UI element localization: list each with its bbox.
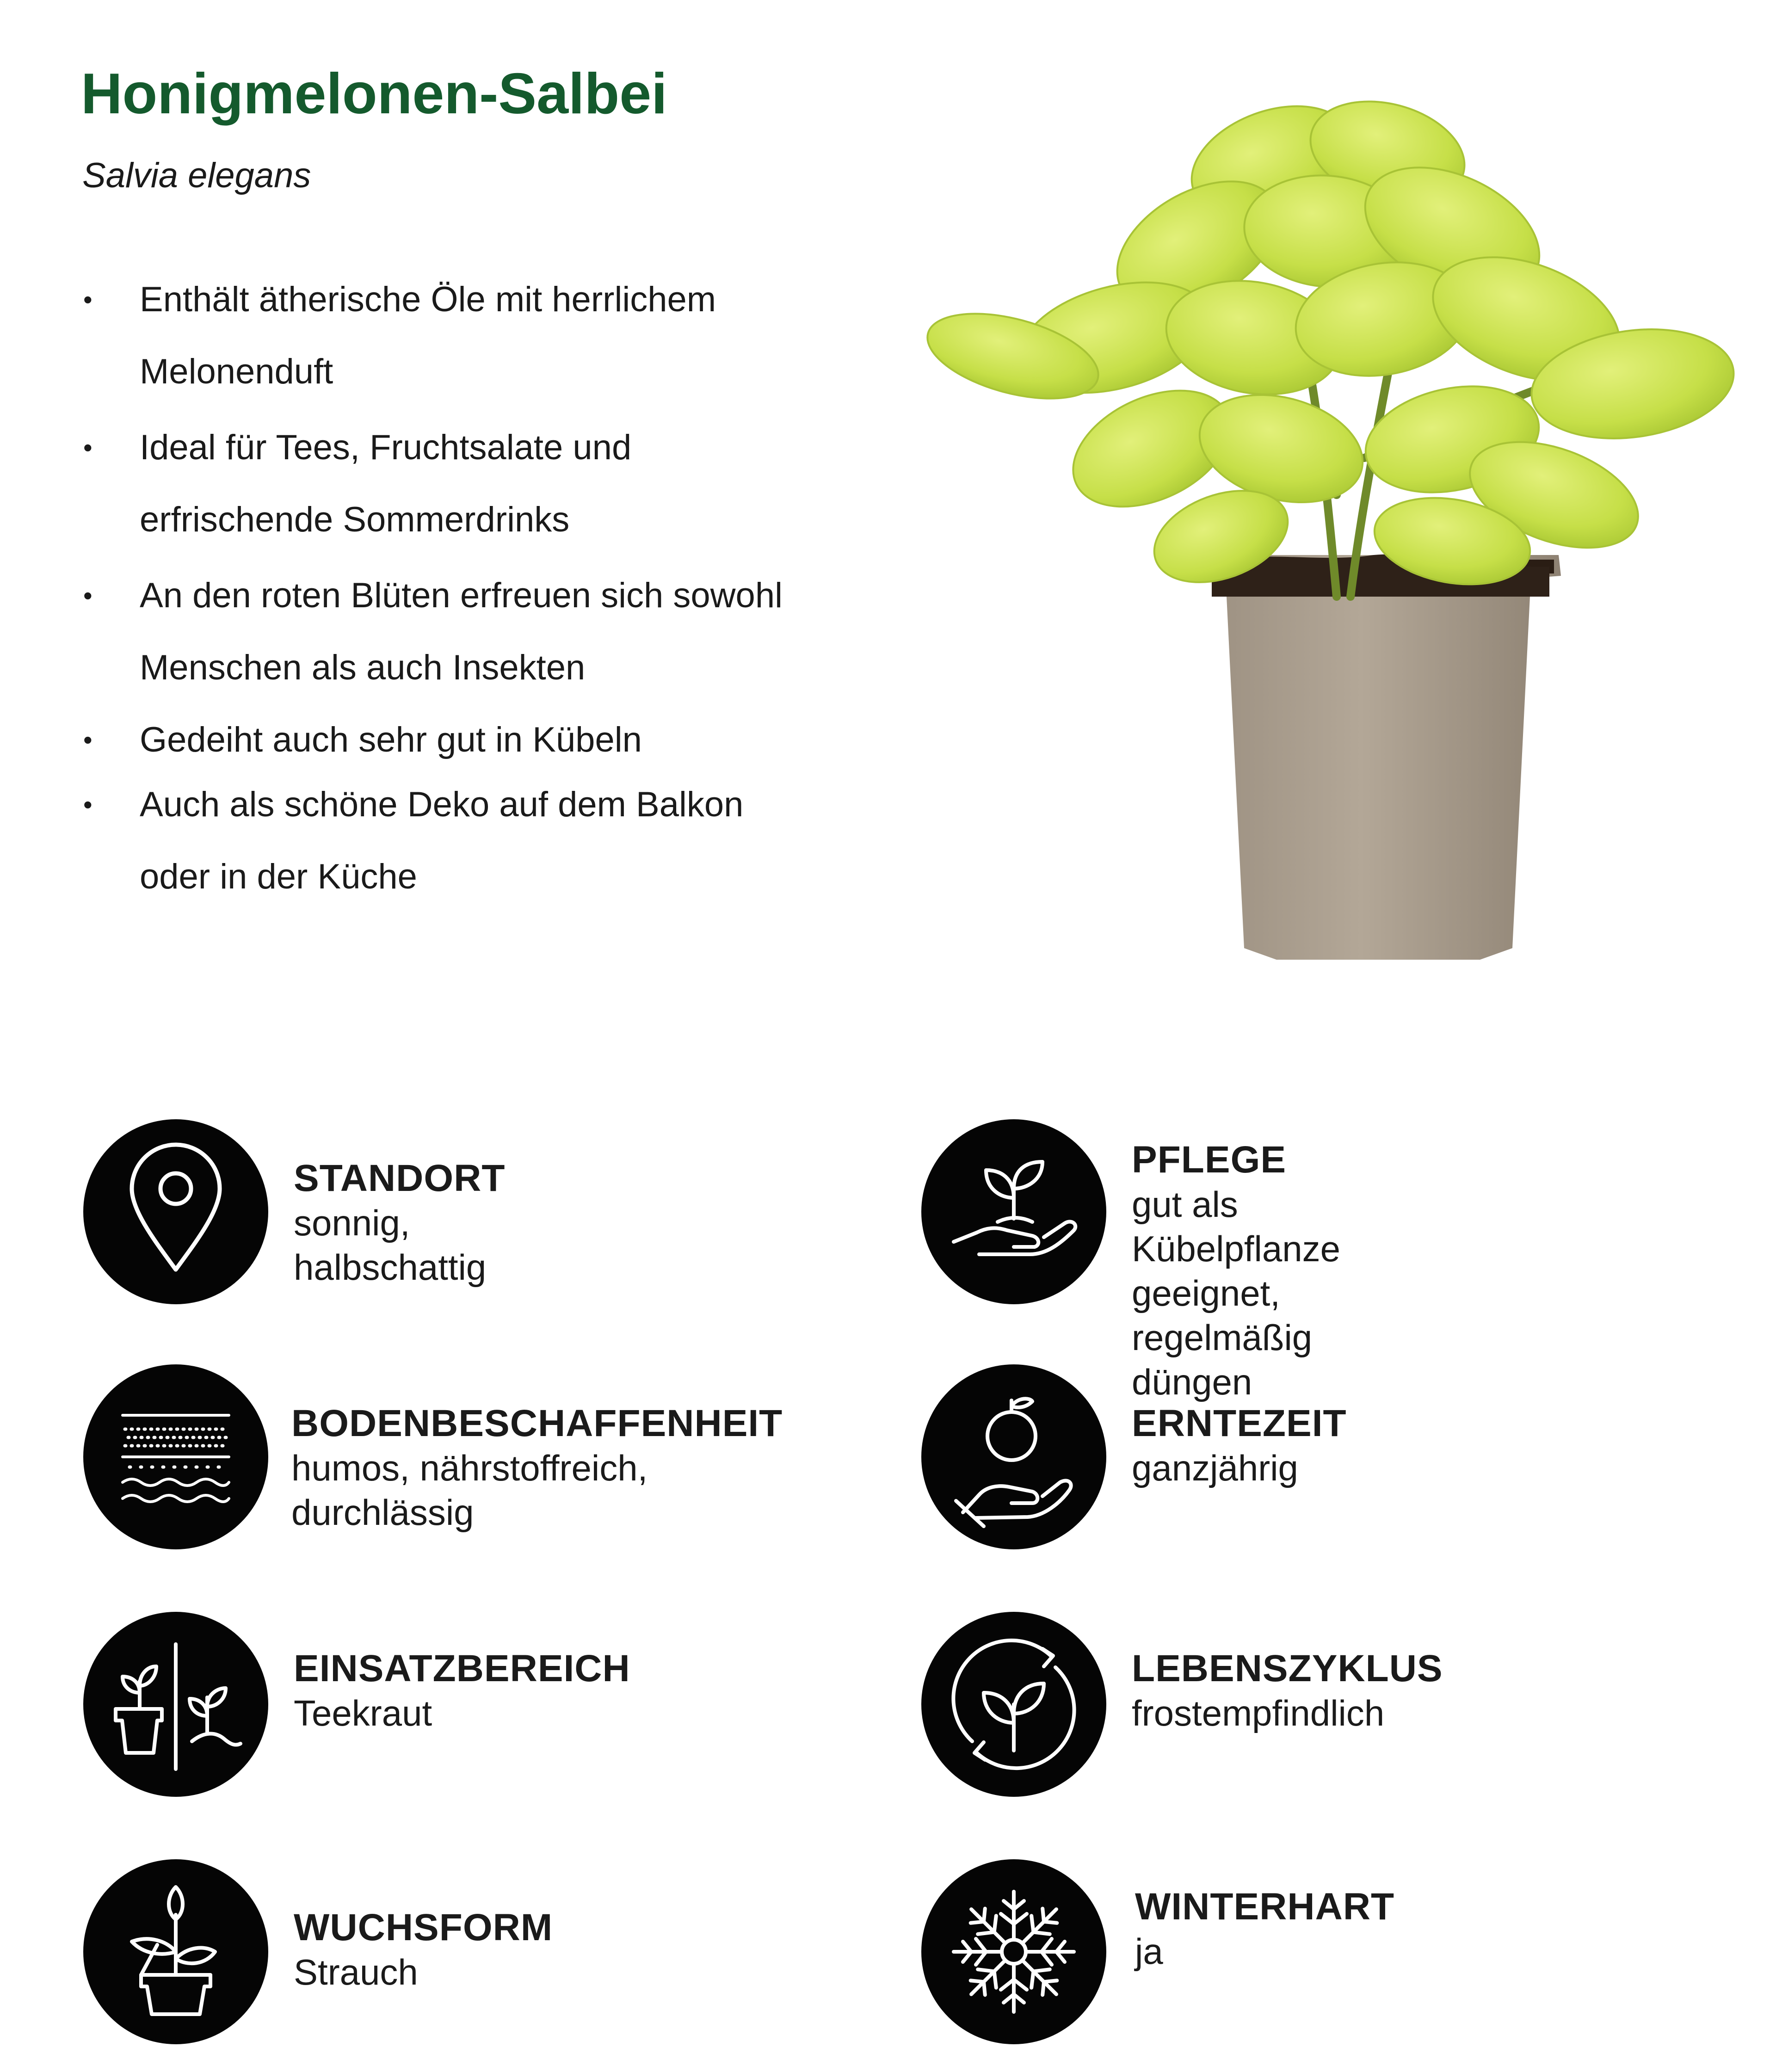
soil-layers-icon [83, 1364, 268, 1549]
potted-shrub-icon [83, 1859, 268, 2044]
bullet-line: Gedeiht auch sehr gut in Kübeln [140, 720, 642, 759]
leaf-cycle-icon [921, 1612, 1106, 1797]
feature-value: humos, nährstoffreich, durchlässig [291, 1448, 648, 1533]
potted-plant-image [920, 79, 1771, 985]
snowflake-icon [921, 1859, 1106, 2044]
page-title: Honigmelonen-Salbei [81, 62, 667, 126]
bullet-line: Menschen als auch Insekten [140, 648, 586, 687]
feature-heading: LEBENSZYKLUS [1132, 1647, 1443, 1690]
feature-heading: PFLEGE [1132, 1139, 1287, 1181]
bullet-line: Enthält ätherische Öle mit herrlichem [140, 280, 716, 319]
hand-fruit-icon [921, 1364, 1106, 1549]
feature-heading: WUCHSFORM [294, 1906, 553, 1949]
pot-and-ground-icon [83, 1612, 268, 1797]
feature-heading: EINSATZBEREICH [294, 1647, 630, 1690]
bullet-dot: • [83, 285, 92, 314]
bullet-item [79, 264, 939, 408]
feature-value: frostempfindlich [1132, 1693, 1385, 1733]
location-pin-icon [83, 1119, 268, 1304]
bullet-item [79, 560, 939, 704]
bullet-item [79, 769, 939, 913]
bullet-line: Auch als schöne Deko auf dem Balkon [140, 785, 744, 824]
feature-value: ja [1135, 1931, 1163, 1972]
feature-value: Teekraut [294, 1693, 432, 1733]
bullet-dot: • [83, 433, 92, 462]
bullet-item [79, 704, 939, 776]
feature-value: Strauch [294, 1952, 418, 1992]
feature-value: sonnig, halbschattig [294, 1202, 487, 1288]
feature-value: ganzjährig [1132, 1448, 1298, 1488]
feature-value: gut als Kübelpflanze geeignet, [1132, 1184, 1341, 1314]
feature-value: regelmäßig düngen [1132, 1317, 1313, 1402]
bullet-line: oder in der Küche [140, 857, 417, 896]
bullet-line: Ideal für Tees, Fruchtsalate und [140, 428, 632, 467]
bullet-item [79, 412, 939, 556]
bullet-dot: • [83, 725, 92, 754]
bullet-line: An den roten Blüten erfreuen sich sowohl [140, 576, 783, 615]
feature-bullet-list [79, 264, 939, 913]
bullet-dot: • [83, 581, 92, 610]
bullet-dot: • [83, 790, 92, 819]
hand-seedling-icon [921, 1119, 1106, 1304]
bullet-line: erfrischende Sommerdrinks [140, 500, 570, 539]
botanical-name: Salvia elegans [82, 156, 311, 195]
feature-heading: ERNTEZEIT [1132, 1402, 1347, 1444]
feature-heading: WINTERHART [1135, 1886, 1395, 1928]
feature-heading: BODENBESCHAFFENHEIT [291, 1402, 783, 1444]
bullet-line: Melonenduft [140, 352, 333, 391]
feature-heading: STANDORT [294, 1157, 506, 1199]
